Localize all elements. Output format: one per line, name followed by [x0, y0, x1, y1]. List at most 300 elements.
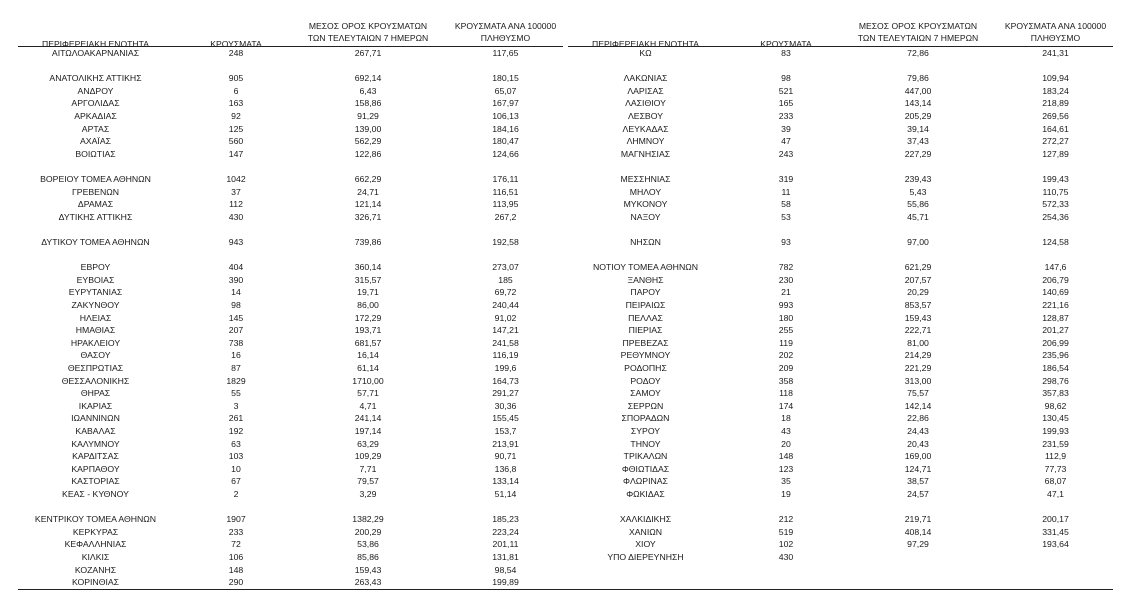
region-cell: ΛΑΣΙΘΙΟΥ: [625, 98, 666, 109]
cases-cell: 58: [781, 199, 791, 210]
avg7-cell: 97,29: [907, 539, 929, 550]
table-row: [18, 110, 563, 122]
region-cell: ΧΙΟΥ: [635, 539, 656, 550]
cases-cell: 72: [231, 539, 241, 550]
avg7-cell: 159,43: [354, 564, 382, 575]
table-row: [18, 123, 563, 135]
region-cell: ΚΕΡΚΥΡΑΣ: [72, 526, 119, 537]
per100k-cell: 164,73: [492, 375, 519, 386]
cases-cell: 560: [228, 136, 244, 147]
avg7-cell: 45,71: [907, 211, 929, 222]
region-cell: ΚΑΣΤΟΡΙΑΣ: [71, 476, 120, 487]
cases-cell: 521: [778, 85, 794, 96]
region-cell: ΦΛΩΡΙΝΑΣ: [623, 476, 668, 487]
avg7-cell: 221,29: [904, 363, 932, 373]
cases-cell: 519: [778, 526, 794, 537]
per100k-cell: 47,1: [1047, 489, 1064, 499]
per100k-cell: 133,14: [492, 476, 519, 487]
table-row: [18, 564, 563, 576]
region-cell: ΙΩΑΝΝΙΝΩΝ: [71, 413, 120, 424]
per100k-cell: 136,8: [494, 463, 517, 474]
cases-cell: 163: [228, 98, 244, 109]
per100k-cell: 65,07: [494, 85, 517, 96]
avg7-cell: 158,86: [354, 98, 382, 109]
cases-cell: 202: [778, 350, 794, 361]
region-cell: ΚΩ: [639, 48, 652, 58]
avg7-cell: 79,86: [907, 73, 929, 84]
region-cell: ΛΑΡΙΣΑΣ: [627, 85, 664, 96]
region-cell: ΛΑΚΩΝΙΑΣ: [623, 73, 668, 84]
region-cell: ΗΛΕΙΑΣ: [79, 312, 112, 323]
avg7-cell: 20,43: [907, 438, 929, 449]
cases-cell: 261: [228, 413, 244, 424]
table-row: [18, 538, 563, 550]
cases-cell: 63: [231, 438, 241, 449]
region-cell: ΑΝΑΤΟΛΙΚΗΣ ΑΤΤΙΚΗΣ: [49, 73, 142, 84]
per100k-cell: 106,13: [492, 111, 519, 121]
table-row: [18, 349, 563, 361]
per100k-cell: 112,9: [1044, 451, 1067, 462]
table-row: [18, 236, 563, 248]
region-cell: ΜΥΚΟΝΟΥ: [623, 199, 668, 210]
table-row: [18, 337, 563, 349]
cases-cell: 20: [781, 438, 791, 449]
cases-cell: 123: [778, 463, 794, 474]
region-cell: ΒΟΡΕΙΟΥ ΤΟΜΕΑ ΑΘΗΝΩΝ: [40, 174, 151, 184]
avg7-cell: 37,43: [907, 136, 929, 147]
table-row: [568, 538, 1113, 550]
cases-cell: 319: [778, 174, 794, 184]
cases-cell: 3: [233, 400, 239, 411]
region-cell: ΜΗΛΟΥ: [629, 186, 662, 197]
per100k-cell: 30,36: [494, 400, 517, 411]
cases-cell: 230: [778, 274, 794, 285]
region-cell: ΝΑΞΟΥ: [630, 211, 661, 222]
cases-cell: 112: [229, 199, 243, 210]
cases-cell: 147: [228, 148, 244, 159]
cases-cell: 943: [228, 237, 244, 247]
avg7-cell: 72,86: [907, 48, 929, 58]
per100k-cell: 183,24: [1042, 85, 1069, 96]
per100k-cell: 273,07: [492, 262, 519, 273]
per100k-cell: 199,43: [1042, 174, 1069, 184]
region-cell: ΗΜΑΘΙΑΣ: [75, 325, 116, 336]
per100k-cell: 193,64: [1042, 539, 1069, 550]
per100k-cell: 98,54: [494, 564, 517, 575]
cases-cell: 390: [228, 274, 244, 285]
cases-cell: 21: [781, 287, 791, 298]
table-row: [568, 72, 1113, 84]
region-cell: ΔΡΑΜΑΣ: [77, 199, 114, 210]
table-row: [18, 299, 563, 311]
table-row: [18, 375, 563, 387]
cases-cell: 165: [778, 98, 794, 109]
avg7-cell: 326,71: [354, 211, 382, 222]
region-cell: ΣΠΟΡΑΔΩΝ: [621, 413, 670, 424]
cases-cell: 255: [778, 325, 794, 336]
cases-cell: 2: [233, 489, 239, 499]
cases-cell: 35: [781, 476, 791, 487]
per100k-cell: 113,95: [492, 199, 519, 210]
cases-cell: 37: [231, 186, 241, 197]
region-cell: ΠΡΕΒΕΖΑΣ: [622, 337, 669, 348]
cases-cell: 6: [233, 85, 239, 96]
cases-cell: 782: [778, 262, 794, 273]
region-cell: ΧΑΛΚΙΔΙΚΗΣ: [619, 514, 672, 525]
per100k-cell: 69,72: [494, 287, 517, 298]
table-row: [18, 261, 563, 273]
region-cell: ΑΡΤΑΣ: [81, 123, 110, 134]
per100k-cell: 185,23: [492, 514, 519, 525]
per100k-cell: 291,27: [492, 388, 519, 399]
per100k-cell: 298,76: [1042, 375, 1069, 386]
avg7-cell: 53,86: [357, 539, 379, 550]
avg7-cell: 22,86: [907, 413, 929, 424]
cases-cell: 39: [781, 123, 791, 134]
header-per100k-line1: ΚΡΟΥΣΜΑΤΑ ΑΝΑ 100000: [454, 21, 557, 31]
per100k-cell: 201,27: [1042, 325, 1069, 336]
cases-cell: 53: [781, 211, 791, 222]
per100k-cell: 192,58: [492, 237, 519, 247]
avg7-cell: 24,71: [357, 186, 379, 197]
table-row: [568, 286, 1113, 298]
per100k-cell: 357,83: [1042, 388, 1069, 399]
per100k-cell: 77,73: [1044, 463, 1067, 474]
header-avg7: [853, 20, 983, 44]
table-row: [568, 475, 1113, 487]
table-row: [568, 551, 1113, 563]
cases-cell: 358: [778, 375, 794, 386]
avg7-cell: 81,00: [907, 337, 929, 348]
table-row: [18, 488, 563, 500]
table-row: [568, 488, 1113, 500]
region-cell: ΠΕΙΡΑΙΩΣ: [625, 300, 666, 310]
cases-cell: 92: [231, 111, 241, 121]
per100k-cell: 269,56: [1042, 111, 1069, 121]
region-cell: ΞΑΝΘΗΣ: [627, 274, 664, 285]
cases-cell: 19: [781, 489, 791, 499]
region-cell: ΘΑΣΟΥ: [80, 350, 111, 361]
avg7-cell: 85,86: [357, 552, 379, 562]
avg7-cell: 124,71: [904, 463, 932, 474]
per100k-cell: 206,79: [1042, 274, 1069, 285]
per100k-cell: 116,51: [492, 186, 519, 197]
table-row: [18, 286, 563, 298]
table-row: [568, 274, 1113, 286]
region-cell: ΑΙΤΩΛΟΑΚΑΡΝΑΝΙΑΣ: [51, 48, 140, 58]
table-row: [18, 551, 563, 563]
table-row: [18, 274, 563, 286]
header-cases: ΚΡΟΥΣΜΑΤΑ: [210, 39, 262, 49]
per100k-cell: 124,58: [1042, 237, 1069, 247]
avg7-cell: 239,43: [904, 174, 932, 184]
avg7-cell: 263,43: [354, 577, 382, 588]
per100k-cell: 117,65: [492, 48, 519, 58]
table-row: [568, 349, 1113, 361]
per100k-cell: 218,89: [1042, 98, 1069, 109]
cases-cell: 148: [228, 564, 244, 575]
cases-cell: 243: [778, 148, 794, 159]
table-row: [568, 425, 1113, 437]
table-row: [568, 173, 1113, 185]
cases-cell: 145: [228, 312, 244, 323]
avg7-cell: 172,29: [354, 312, 382, 323]
per100k-cell: 213,91: [492, 438, 519, 449]
cases-cell: 290: [228, 577, 244, 588]
region-cell: ΝΟΤΙΟΥ ΤΟΜΕΑ ΑΘΗΝΩΝ: [593, 262, 698, 273]
region-cell: ΚΑΛΥΜΝΟΥ: [71, 438, 120, 449]
bottom-rule: [18, 589, 1113, 590]
per100k-cell: 109,94: [1042, 73, 1069, 84]
avg7-cell: 408,14: [904, 526, 932, 537]
cases-cell: 207: [228, 325, 244, 336]
table-row: [18, 475, 563, 487]
per100k-cell: 110,75: [1042, 186, 1069, 197]
table-row: [568, 261, 1113, 273]
table-row: [568, 85, 1113, 97]
cases-cell: 87: [231, 363, 241, 373]
avg7-cell: 55,86: [907, 199, 929, 210]
cases-cell: 10: [231, 463, 241, 474]
avg7-cell: 16,14: [357, 350, 379, 361]
table-row: [18, 576, 563, 588]
table-row: [568, 186, 1113, 198]
cases-cell: 118: [779, 388, 793, 399]
table-row: [568, 387, 1113, 399]
cases-cell: 1907: [226, 514, 246, 525]
per100k-cell: 116,19: [492, 350, 519, 361]
header-avg7-line1: ΜΕΣΟΣ ΟΡΟΣ ΚΡΟΥΣΜΑΤΩΝ: [308, 21, 428, 31]
table-row: [568, 362, 1113, 374]
table-row: [568, 337, 1113, 349]
region-cell: ΓΡΕΒΕΝΩΝ: [71, 186, 119, 197]
table-right: [568, 20, 1113, 590]
cases-cell: 1829: [226, 375, 246, 386]
region-cell: ΛΕΣΒΟΥ: [627, 111, 664, 121]
per100k-cell: 206,99: [1042, 337, 1069, 348]
header-avg7-line1: ΜΕΣΟΣ ΟΡΟΣ ΚΡΟΥΣΜΑΤΩΝ: [858, 21, 978, 31]
region-cell: ΕΥΡΥΤΑΝΙΑΣ: [68, 287, 123, 298]
region-cell: ΛΗΜΝΟΥ: [626, 136, 665, 147]
per100k-cell: 231,59: [1042, 438, 1069, 449]
region-cell: ΜΕΣΣΗΝΙΑΣ: [620, 174, 671, 184]
region-cell: ΡΟΔΟΠΗΣ: [624, 363, 667, 373]
cases-cell: 174: [778, 400, 794, 411]
avg7-cell: 205,29: [904, 111, 932, 121]
avg7-cell: 24,57: [907, 489, 929, 499]
region-cell: ΕΒΡΟΥ: [80, 262, 111, 273]
cases-cell: 16: [231, 350, 241, 361]
table-row: [18, 135, 563, 147]
table-row: [568, 97, 1113, 109]
region-cell: ΑΧΑΪΑΣ: [80, 136, 111, 147]
cases-cell: 1042: [226, 174, 246, 184]
table-row: [568, 211, 1113, 223]
avg7-cell: 139,00: [354, 123, 382, 134]
per100k-cell: 124,66: [492, 148, 519, 159]
table-row: [568, 412, 1113, 424]
avg7-cell: 662,29: [354, 174, 382, 184]
table-row: [568, 513, 1113, 525]
per100k-cell: 241,58: [492, 337, 519, 348]
per100k-cell: 130,45: [1042, 413, 1069, 424]
cases-cell: 148: [778, 451, 794, 462]
avg7-cell: 79,57: [357, 476, 379, 487]
region-cell: ΗΡΑΚΛΕΙΟΥ: [70, 337, 121, 348]
per100k-cell: 184,16: [492, 123, 519, 134]
table-row: [568, 324, 1113, 336]
cases-cell: 98: [231, 300, 241, 310]
per100k-cell: 186,54: [1042, 363, 1069, 373]
table-row: [18, 312, 563, 324]
header-avg7-line2: ΤΩΝ ΤΕΛΕΥΤΑΙΩΝ 7 ΗΜΕΡΩΝ: [307, 33, 429, 43]
cases-cell: 14: [231, 287, 241, 298]
table-row: [18, 97, 563, 109]
header-region: ΠΕΡΙΦΕΡΕΙΑΚΗ ΕΝΟΤΗΤΑ: [42, 39, 149, 49]
avg7-cell: 222,71: [904, 325, 932, 336]
avg7-cell: 24,43: [907, 426, 929, 436]
table-row: [18, 186, 563, 198]
table-row: [568, 375, 1113, 387]
table-row: [18, 400, 563, 412]
table-row: [18, 85, 563, 97]
cases-cell: 11: [781, 186, 791, 197]
table-row: [18, 438, 563, 450]
table-row: [568, 135, 1113, 147]
per100k-cell: 155,45: [492, 413, 519, 424]
avg7-cell: 39,14: [907, 123, 929, 134]
region-cell: ΖΑΚΥΝΘΟΥ: [71, 300, 120, 310]
per100k-cell: 241,31: [1042, 48, 1069, 58]
per100k-cell: 180,47: [492, 136, 519, 147]
cases-cell: 93: [781, 237, 791, 247]
avg7-cell: 3,29: [359, 489, 377, 499]
region-cell: ΚΑΡΔΙΤΣΑΣ: [72, 451, 119, 462]
per100k-cell: 147,6: [1044, 262, 1067, 273]
cases-cell: 212: [778, 514, 794, 525]
table-row: [18, 324, 563, 336]
avg7-cell: 219,71: [904, 514, 932, 525]
per100k-cell: 199,89: [492, 577, 519, 588]
cases-cell: 103: [228, 451, 244, 462]
region-cell: ΜΑΓΝΗΣΙΑΣ: [620, 148, 671, 159]
cases-cell: 106: [228, 552, 244, 562]
cases-cell: 47: [781, 136, 791, 147]
avg7-cell: 197,14: [354, 426, 382, 436]
cases-cell: 209: [778, 363, 794, 373]
header-per100k-line2: ΠΛΗΘΥΣΜΟ: [1030, 33, 1081, 43]
avg7-cell: 739,86: [354, 237, 382, 247]
region-cell: ΔΥΤΙΚΗΣ ΑΤΤΙΚΗΣ: [58, 211, 133, 222]
table-row: [568, 47, 1113, 59]
avg7-cell: 86,00: [357, 300, 379, 310]
region-cell: ΥΠΟ ΔΙΕΡΕΥΝΗΣΗ: [607, 552, 684, 562]
header-avg7: [303, 20, 433, 44]
per100k-cell: 185: [498, 274, 513, 285]
region-cell: ΣΥΡΟΥ: [630, 426, 661, 436]
cases-cell: 905: [228, 73, 244, 84]
table-row: [568, 148, 1113, 160]
avg7-cell: 360,14: [354, 262, 382, 273]
region-cell: ΕΥΒΟΙΑΣ: [76, 274, 115, 285]
avg7-cell: 121,14: [354, 199, 382, 210]
per100k-cell: 167,97: [492, 98, 519, 109]
region-cell: ΑΡΓΟΛΙΔΑΣ: [71, 98, 120, 109]
avg7-cell: 200,29: [354, 526, 382, 537]
header-per100k: [448, 20, 563, 44]
per100k-cell: 240,44: [492, 300, 519, 310]
header-region: ΠΕΡΙΦΕΡΕΙΑΚΗ ΕΝΟΤΗΤΑ: [592, 39, 699, 49]
table-row: [568, 198, 1113, 210]
cases-cell: 738: [228, 337, 244, 348]
per100k-cell: 176,11: [492, 174, 519, 184]
avg7-cell: 91,29: [357, 111, 379, 121]
region-cell: ΑΝΔΡΟΥ: [77, 85, 114, 96]
per100k-cell: 91,02: [494, 312, 517, 323]
region-cell: ΚΕΑΣ - ΚΥΘΝΟΥ: [62, 489, 129, 499]
region-cell: ΡΟΔΟΥ: [630, 375, 661, 386]
per100k-cell: 90,71: [494, 451, 517, 462]
avg7-cell: 57,71: [357, 388, 379, 399]
avg7-cell: 313,00: [904, 375, 932, 386]
avg7-cell: 227,29: [904, 148, 932, 159]
avg7-cell: 122,86: [354, 148, 382, 159]
cases-cell: 993: [778, 300, 794, 310]
cases-cell: 430: [228, 211, 244, 222]
table-row: [568, 299, 1113, 311]
cases-cell: 18: [781, 413, 791, 424]
region-cell: ΤΡΙΚΑΛΩΝ: [623, 451, 668, 462]
table-row: [18, 513, 563, 525]
table-row: [18, 148, 563, 160]
region-cell: ΙΚΑΡΙΑΣ: [78, 400, 113, 411]
table-row: [18, 412, 563, 424]
avg7-cell: 38,57: [907, 476, 929, 487]
avg7-cell: 20,29: [907, 287, 929, 298]
region-cell: ΚΕΦΑΛΛΗΝΙΑΣ: [64, 539, 127, 550]
avg7-cell: 1710,00: [352, 375, 384, 386]
region-cell: ΚΑΡΠΑΘΟΥ: [71, 463, 120, 474]
cases-cell: 125: [228, 123, 244, 134]
table-row: [568, 400, 1113, 412]
per100k-cell: 201,11: [492, 539, 519, 550]
avg7-cell: 267,71: [354, 48, 382, 58]
avg7-cell: 109,29: [354, 451, 382, 462]
region-cell: ΘΗΡΑΣ: [80, 388, 111, 399]
region-cell: ΣΕΡΡΩΝ: [627, 400, 664, 411]
avg7-cell: 692,14: [354, 73, 382, 84]
table-row: [18, 173, 563, 185]
table-row: [568, 312, 1113, 324]
table-row: [18, 526, 563, 538]
avg7-cell: 7,71: [359, 463, 377, 474]
cases-cell: 83: [781, 48, 791, 58]
avg7-cell: 169,00: [904, 451, 932, 462]
table-row: [18, 450, 563, 462]
avg7-cell: 63,29: [357, 438, 379, 449]
avg7-cell: 159,43: [904, 312, 932, 323]
cases-cell: 98: [781, 73, 791, 84]
region-cell: ΚΕΝΤΡΙΚΟΥ ΤΟΜΕΑ ΑΘΗΝΩΝ: [34, 514, 157, 525]
region-cell: ΘΕΣΣΑΛΟΝΙΚΗΣ: [61, 375, 130, 386]
region-cell: ΝΗΣΩΝ: [630, 237, 661, 247]
table-row: [18, 47, 563, 59]
cases-cell: 404: [228, 262, 244, 273]
header-per100k-line2: ΠΛΗΘΥΣΜΟ: [480, 33, 531, 43]
per100k-cell: 51,14: [494, 489, 517, 499]
avg7-cell: 214,29: [904, 350, 932, 361]
avg7-cell: 61,14: [357, 363, 379, 373]
